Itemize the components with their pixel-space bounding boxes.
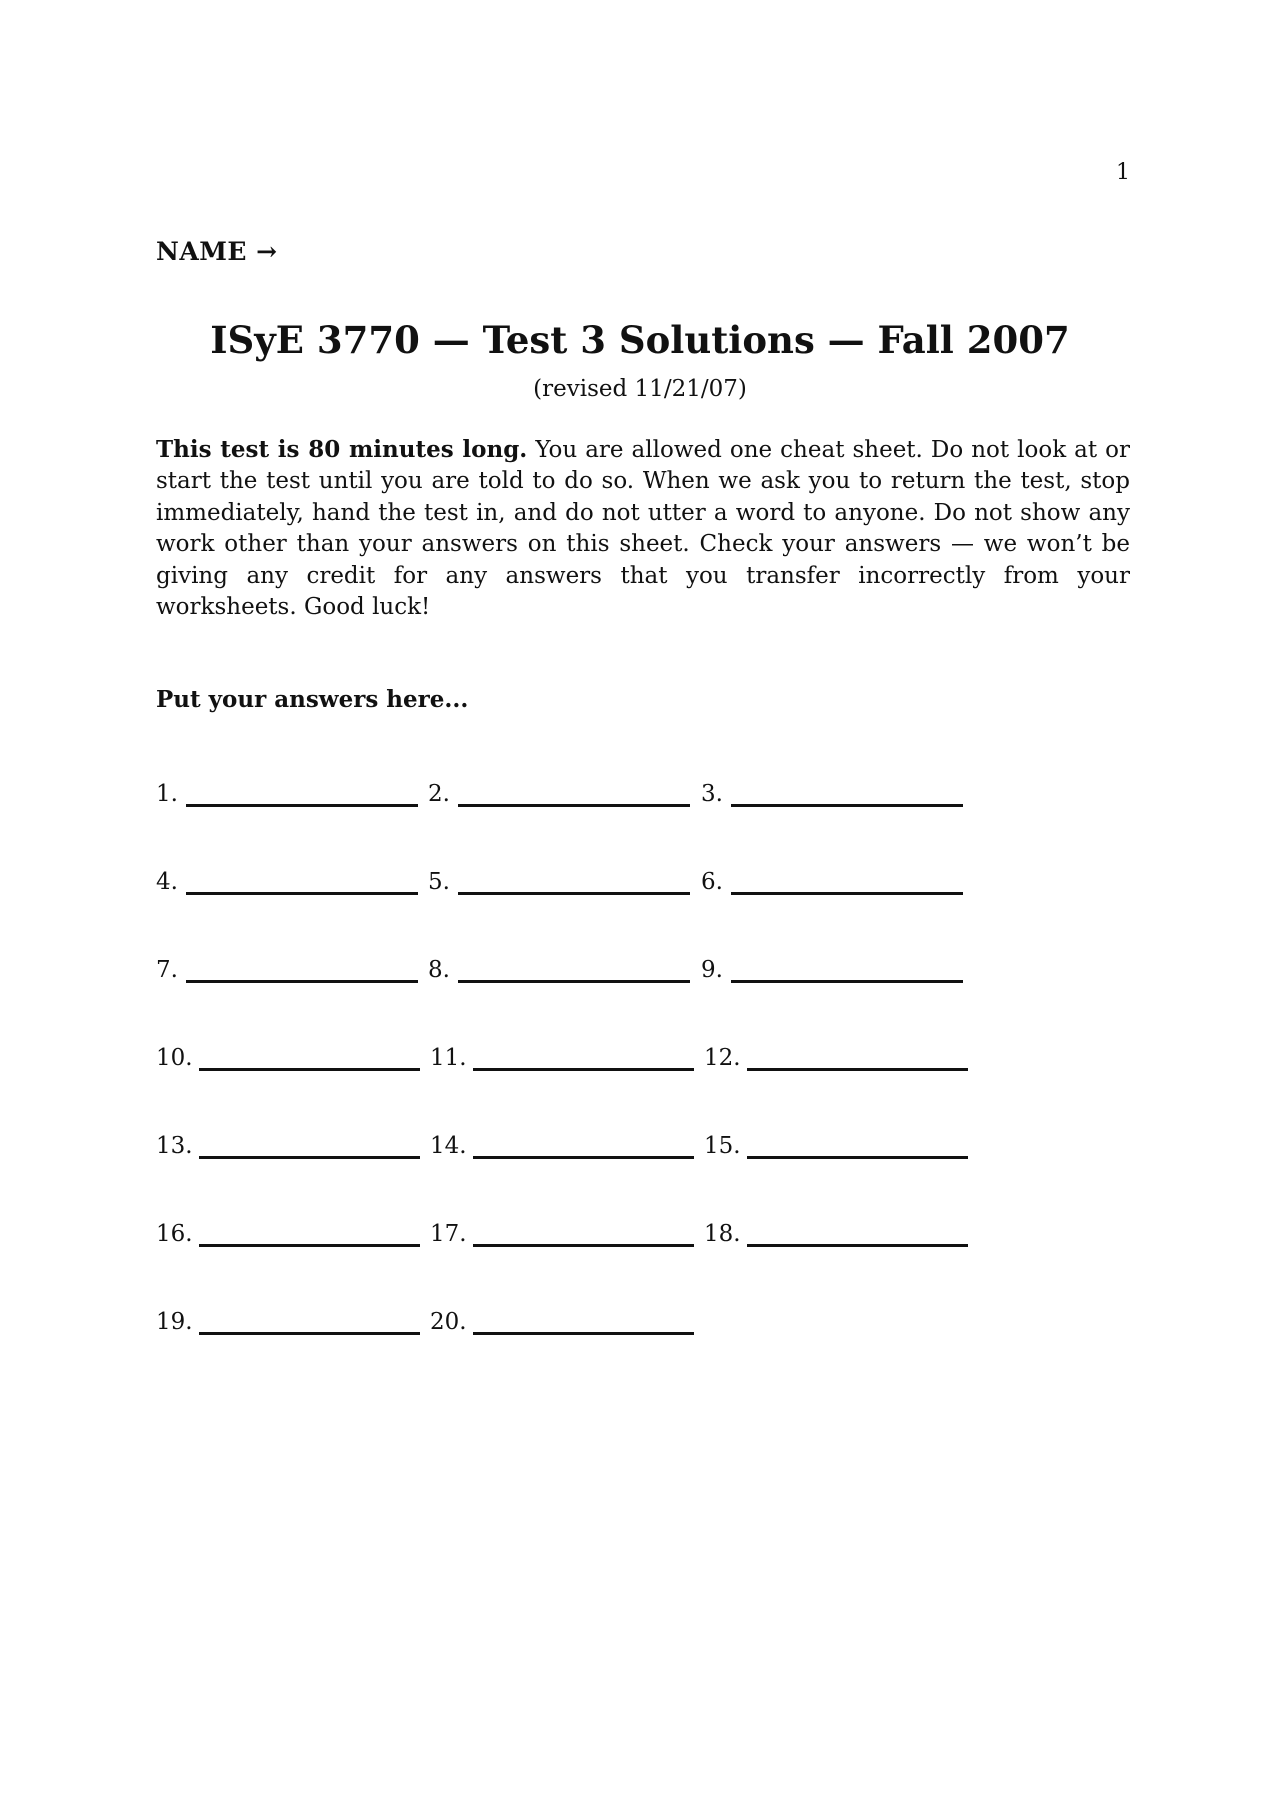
answer-label: 19. — [156, 1309, 193, 1335]
answer-line[interactable] — [731, 980, 963, 983]
answer-line[interactable] — [458, 804, 690, 807]
answer-line[interactable] — [731, 892, 963, 895]
answer-line[interactable] — [199, 1244, 420, 1247]
answer-row — [156, 1132, 1056, 1164]
answers-heading: Put your answers here... — [156, 686, 469, 713]
answer-label: 1. — [156, 781, 178, 807]
answer-label: 10. — [156, 1045, 193, 1071]
answer-line[interactable] — [473, 1244, 694, 1247]
answer-line[interactable] — [458, 892, 690, 895]
answer-label: 18. — [704, 1221, 741, 1247]
instructions-paragraph — [156, 434, 1130, 623]
page-title: ISyE 3770 — Test 3 Solutions — Fall 2007 — [210, 318, 1070, 362]
answer-label: 7. — [156, 957, 178, 983]
revision-date: (revised 11/21/07) — [533, 376, 747, 402]
answer-label: 15. — [704, 1133, 741, 1159]
answer-line[interactable] — [747, 1068, 968, 1071]
answer-line[interactable] — [473, 1156, 694, 1159]
answer-row — [156, 1220, 1056, 1252]
answer-line[interactable] — [473, 1332, 694, 1335]
answer-row — [156, 1308, 1056, 1340]
answer-label: 3. — [701, 781, 723, 807]
answer-label: 11. — [430, 1045, 467, 1071]
answer-row — [156, 1044, 1056, 1076]
answer-line[interactable] — [186, 892, 418, 895]
name-label: NAME → — [156, 237, 278, 266]
answer-label: 2. — [428, 781, 450, 807]
answer-line[interactable] — [731, 804, 963, 807]
answer-row — [156, 956, 1056, 988]
answer-line[interactable] — [199, 1332, 420, 1335]
answer-label: 4. — [156, 869, 178, 895]
answer-line[interactable] — [747, 1156, 968, 1159]
answer-label: 14. — [430, 1133, 467, 1159]
answer-label: 8. — [428, 957, 450, 983]
instructions-body: You are allowed one cheat sheet. Do not look at or start the test until you are told to do so. When we ask you to return the test, stop immediately, hand the test in, and do not utter a word to anyone. Do not show any work other than your answers on this sheet. Check your answers — we won’t be giving any credit for any answers that you transfer incorrectly from your worksheets. Good luck! — [156, 437, 1130, 621]
answer-line[interactable] — [199, 1156, 420, 1159]
answer-row — [156, 780, 1056, 812]
answer-label: 9. — [701, 957, 723, 983]
instructions-lead: This test is 80 minutes long. — [156, 436, 528, 463]
answer-line[interactable] — [747, 1244, 968, 1247]
answer-label: 17. — [430, 1221, 467, 1247]
answer-label: 12. — [704, 1045, 741, 1071]
answer-line[interactable] — [199, 1068, 420, 1071]
answer-line[interactable] — [473, 1068, 694, 1071]
answer-label: 20. — [430, 1309, 467, 1335]
answer-row — [156, 868, 1056, 900]
answer-line[interactable] — [186, 804, 418, 807]
answer-label: 5. — [428, 869, 450, 895]
answer-label: 13. — [156, 1133, 193, 1159]
answer-label: 16. — [156, 1221, 193, 1247]
page-number: 1 — [1116, 160, 1130, 185]
answer-label: 6. — [701, 869, 723, 895]
answer-line[interactable] — [186, 980, 418, 983]
answer-line[interactable] — [458, 980, 690, 983]
